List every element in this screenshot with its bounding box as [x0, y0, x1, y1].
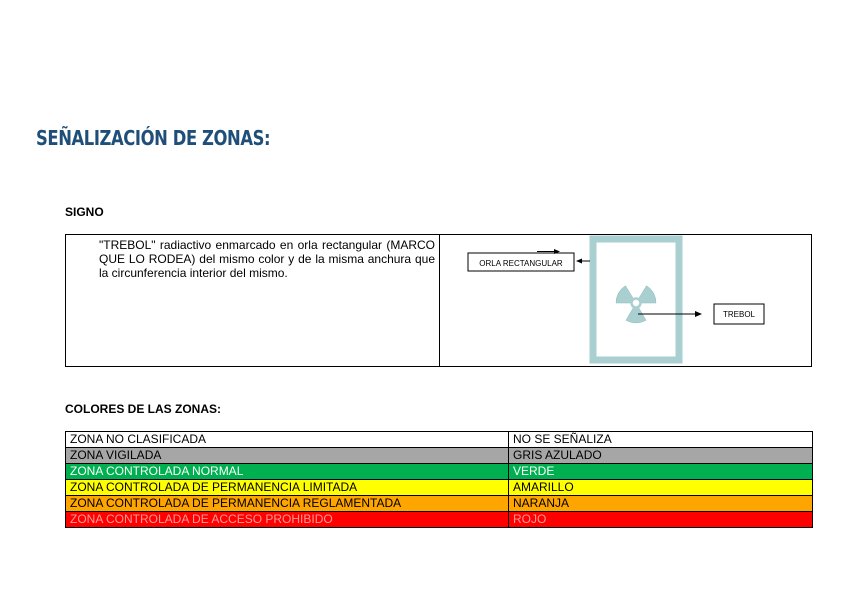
trefoil-center-ring	[632, 299, 641, 308]
zone-signal-cell: NARANJA	[509, 496, 813, 512]
signo-table	[65, 234, 812, 367]
zone-name-cell: ZONA VIGILADA	[66, 448, 509, 464]
table-row	[66, 432, 813, 448]
zone-signal-cell: AMARILLO	[509, 480, 813, 496]
zone-name-cell: ZONA CONTROLADA DE PERMANENCIA LIMITADA	[66, 480, 509, 496]
trebol-label: TREBOL	[722, 310, 756, 319]
table-row	[66, 512, 813, 528]
zone-colors-table	[65, 431, 813, 528]
zone-signal-cell: ROJO	[509, 512, 813, 528]
zone-name-cell: ZONA CONTROLADA DE PERMANENCIA REGLAMENTADA	[66, 496, 509, 512]
orla-label: ORLA RECTANGULAR	[479, 259, 563, 268]
zone-signal-cell: VERDE	[509, 464, 813, 480]
table-row	[66, 496, 813, 512]
signo-figure	[440, 235, 812, 366]
zone-name-cell: ZONA NO CLASIFICADA	[66, 432, 509, 448]
signo-description: "TREBOL" radiactivo enmarcado en orla rectangular (MARCO QUE LO RODEA) del mismo color y de la misma anchura que la circunferencia interior del mismo.	[99, 238, 435, 280]
zone-signal-cell: NO SE SEÑALIZA	[509, 432, 813, 448]
colores-heading: COLORES DE LAS ZONAS:	[65, 402, 222, 416]
table-row	[66, 480, 813, 496]
zone-signal-cell: GRIS AZULADO	[509, 448, 813, 464]
table-row	[66, 464, 813, 480]
radiation-sign-diagram	[440, 235, 812, 366]
signo-heading: SIGNO	[65, 205, 104, 219]
table-row	[66, 448, 813, 464]
trefoil-icon	[616, 286, 656, 323]
zone-name-cell: ZONA CONTROLADA DE ACCESO PROHIBIDO	[66, 512, 509, 528]
zone-name-cell: ZONA CONTROLADA NORMAL	[66, 464, 509, 480]
page-title: SEÑALIZACIÓN DE ZONAS:	[36, 126, 271, 150]
